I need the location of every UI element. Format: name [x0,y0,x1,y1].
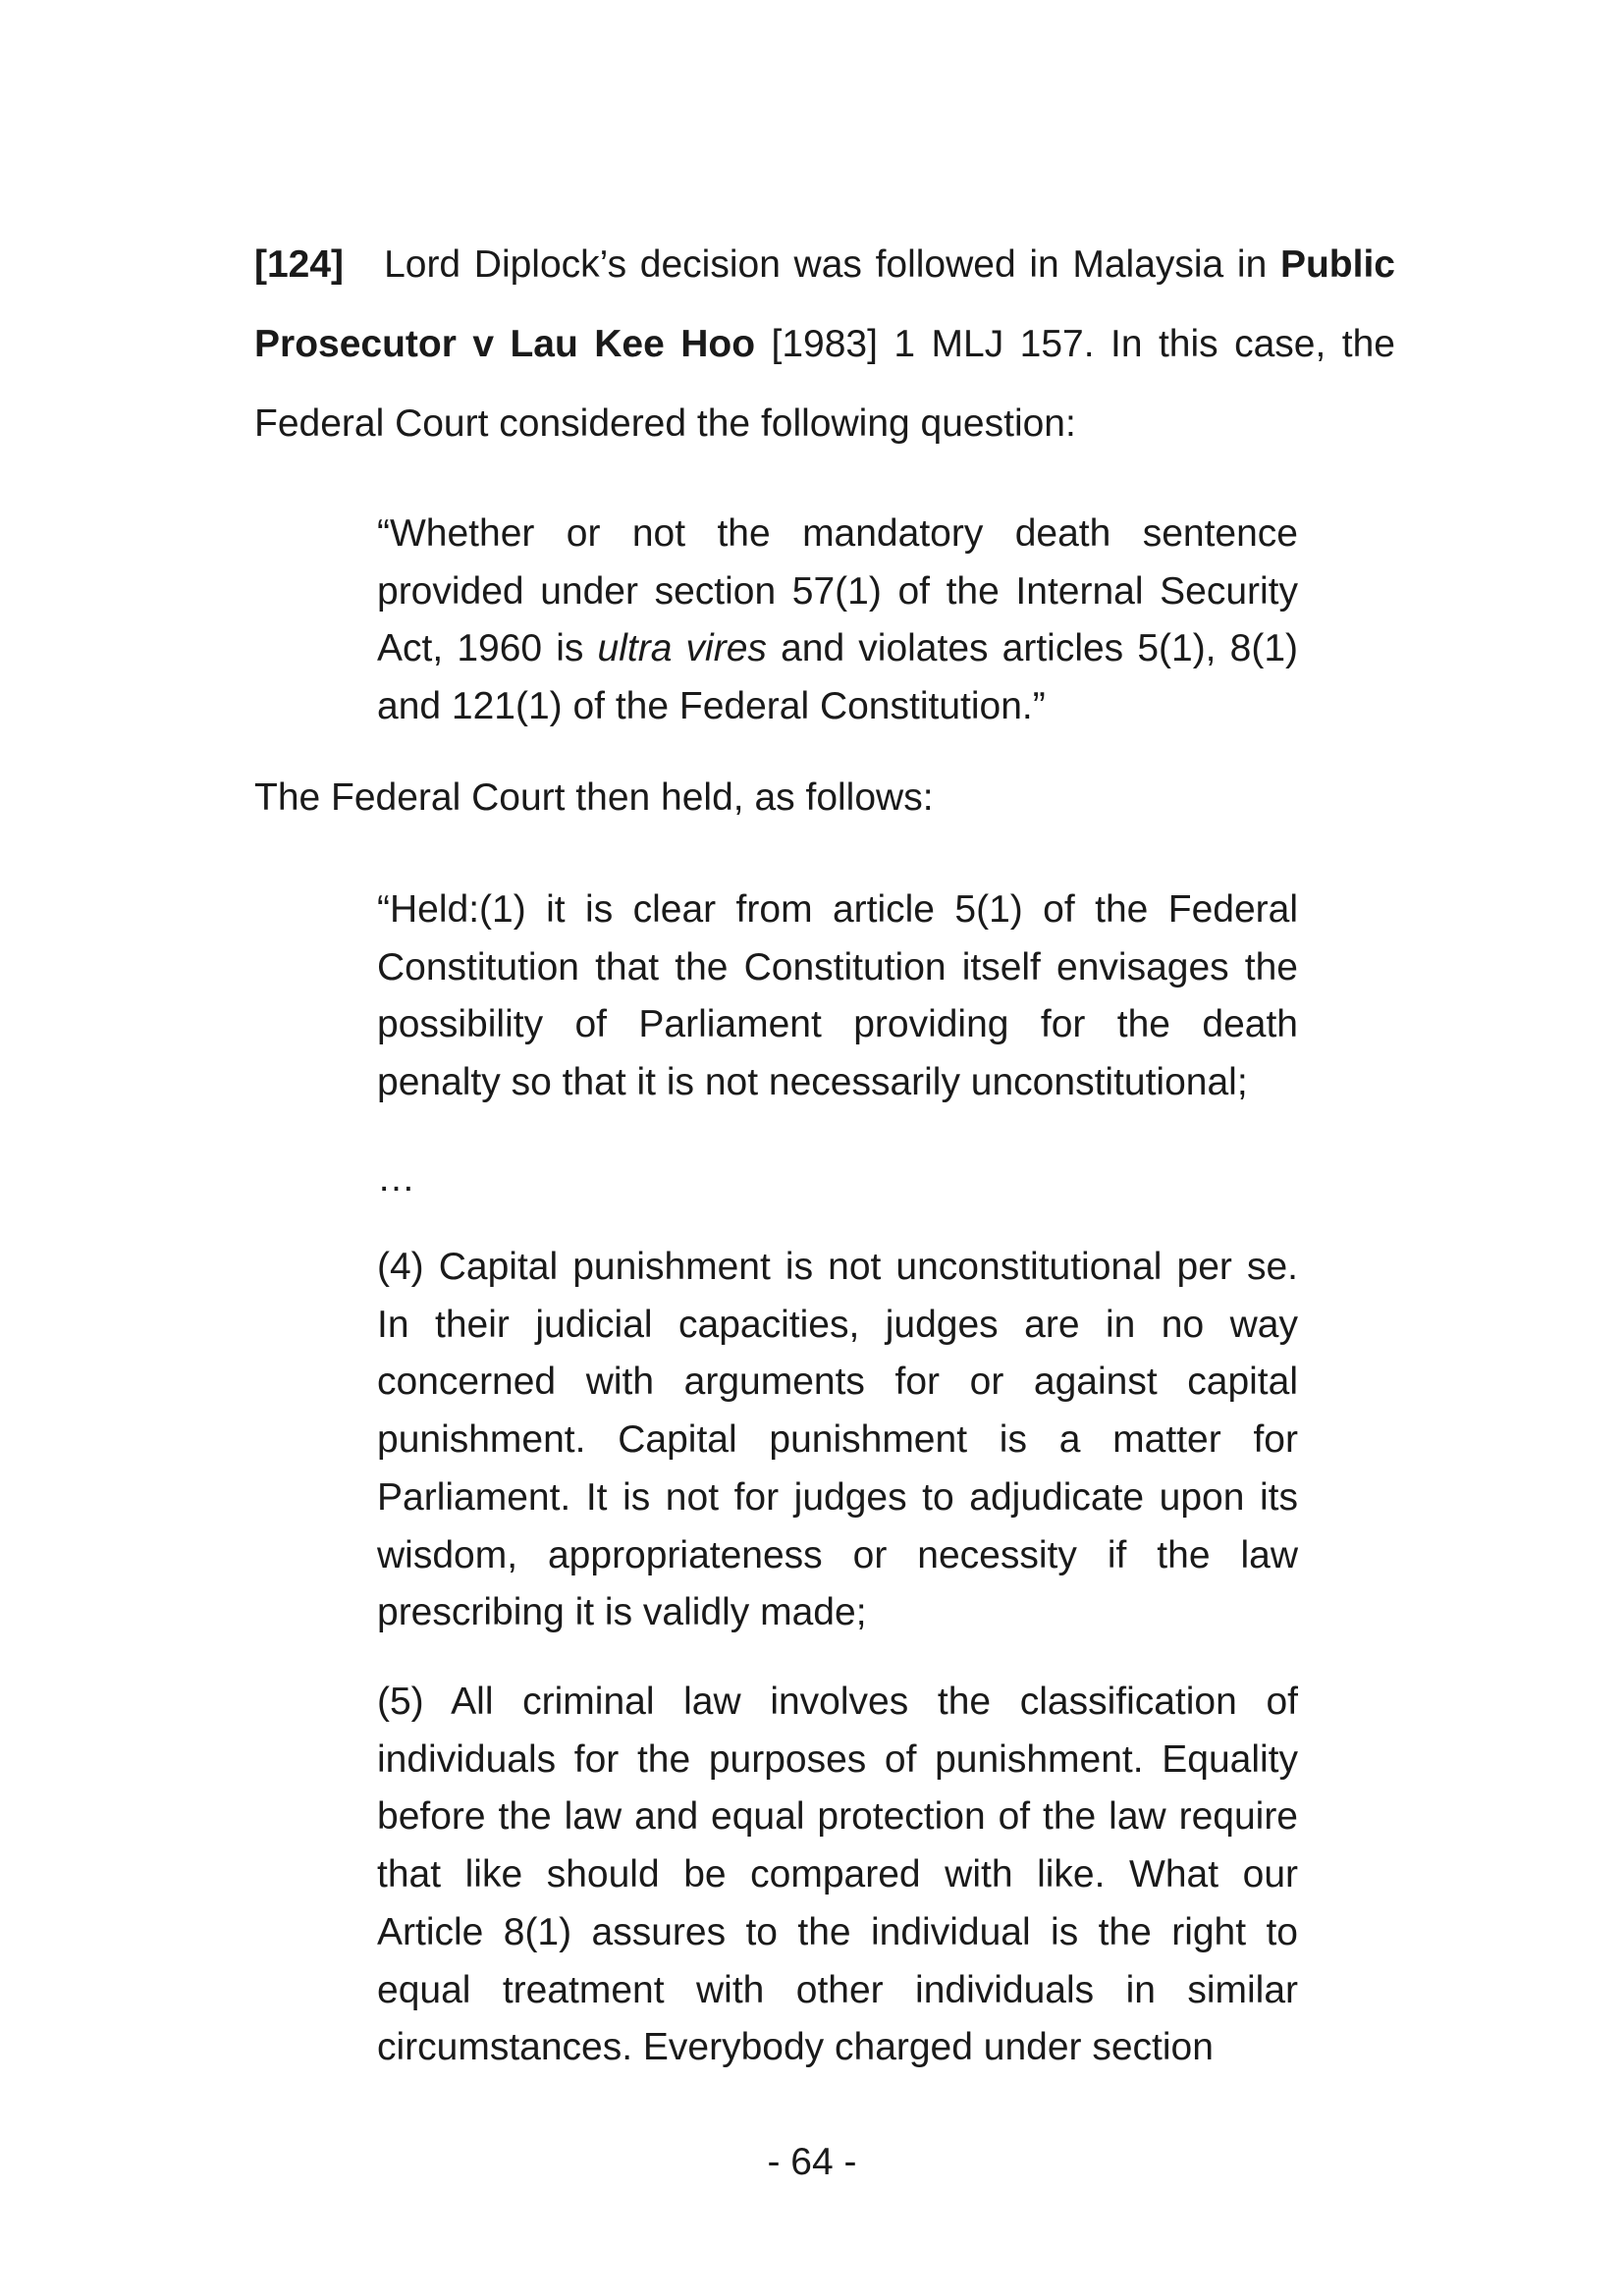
question-text-before-italic: “Whether or not the mandatory death sentence provided under section 57(1) of the Internal Security Act, 1960 is [377,512,1298,670]
omission-ellipsis: … [377,1157,415,1200]
held-point-4: (4) Capital punishment is not unconstitutional per se. In their judicial capacities, judges are in no way concerned with arguments for or against capital punishment. Capital punishment is a matter for Parliament. It is not for judges to adjudicate upon its wisdom, appropriateness or necessity if the law prescribing it is validly made; [377,1246,1298,1634]
question-quote [377,506,1298,736]
case-name: Public Prosecutor v Lau Kee Hoo [254,243,1395,365]
question-italic-term: ultra vires [597,627,767,670]
paragraph-text-before-case: Lord Diplock’s decision was followed in Malaysia in [384,243,1268,286]
page-number: - 64 - [767,2141,857,2183]
paragraph-number: [124] [254,243,345,286]
paragraph-text-after-case: [1983] 1 MLJ 157. In this case, the Federal Court considered the following question: [254,323,1395,445]
question-text-after-italic: and violates articles 5(1), 8(1) and 121(1) of the Federal Constitution.” [377,627,1299,728]
held-point-5: (5) All criminal law involves the classification of individuals for the purposes of punishment. Equality before the law and equal protection of the law require that like should be compared with like. What our Article 8(1) assures to the individual is the right to equal treatment with other individuals in similar circumstances. Everybody charged under section [377,1681,1298,2069]
held-point-1: “Held:(1) it is clear from article 5(1) of the Federal Constitution that the Constitution itself envisages the possibility of Parliament providing for the death penalty so that it is not necessarily unconstitutional; [377,888,1298,1104]
paragraph-124 [254,225,1395,463]
held-intro: The Federal Court then held, as follows: [254,776,934,819]
